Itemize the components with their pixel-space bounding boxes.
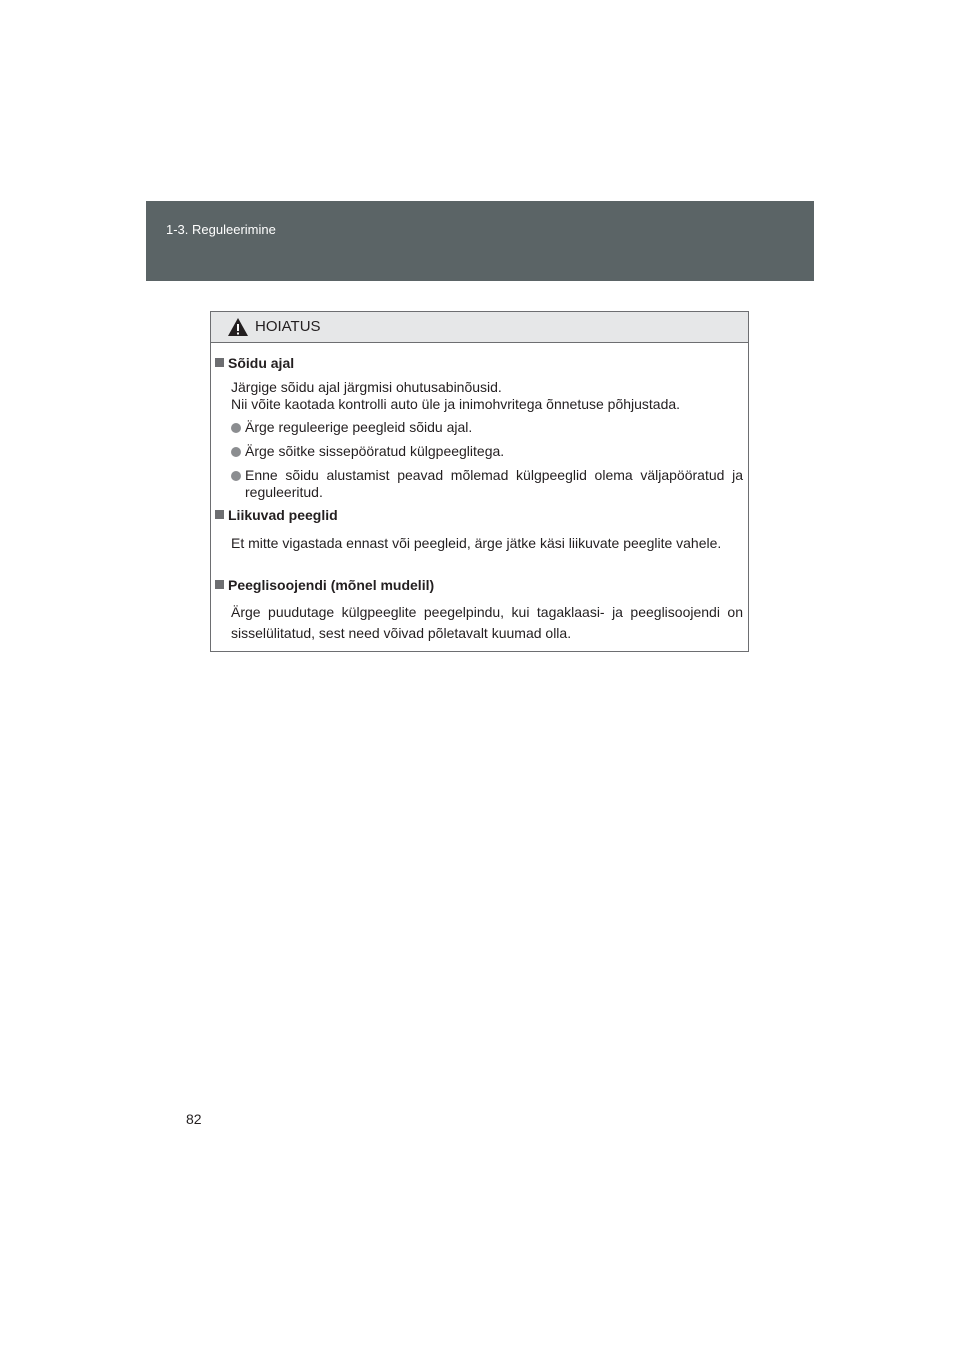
warning-body: Et mitte vigastada ennast või peegleid, ärge jätke käsi liikuvate peeglite vahele. <box>231 535 722 551</box>
warning-bullet: Enne sõidu alustamist peavad mõlemad külgpeeglid olema väljapööratud ja reguleeritud. <box>231 467 743 501</box>
warning-bullet: Ärge reguleerige peegleid sõidu ajal. <box>231 419 743 436</box>
warning-body: Ärge puudutage külgpeeglite peegelpindu, kui tagaklaasi- ja peeglisoojendi on sisselülitatud, sest need võivad põletavalt kuumad olla. <box>231 604 743 641</box>
square-bullet-icon <box>215 510 224 519</box>
section-header-band <box>146 201 814 281</box>
round-bullet-icon <box>231 447 241 457</box>
warning-box <box>210 311 749 652</box>
warning-bullet: Ärge sõitke sissepööratud külgpeeglitega. <box>231 443 743 460</box>
warning-triangle-icon <box>227 317 249 337</box>
section-label: 1-3. Reguleerimine <box>166 222 276 237</box>
round-bullet-icon <box>231 423 241 433</box>
round-bullet-icon <box>231 471 241 481</box>
warning-header <box>211 312 748 343</box>
warning-intro-line: Nii võite kaotada kontrolli auto üle ja inimohvritega õnnetuse põhjustada. <box>231 396 681 412</box>
warning-section-heading: Peeglisoojendi (mõnel mudelil) <box>215 577 434 594</box>
warning-section-heading: Liikuvad peeglid <box>215 507 338 524</box>
page-number: 82 <box>186 1111 202 1127</box>
warning-title: HOIATUS <box>255 318 321 335</box>
square-bullet-icon <box>215 580 224 589</box>
square-bullet-icon <box>215 358 224 367</box>
warning-intro-line: Järgige sõidu ajal järgmisi ohutusabinõusid. <box>231 379 502 395</box>
warning-section-heading: Sõidu ajal <box>215 355 294 372</box>
